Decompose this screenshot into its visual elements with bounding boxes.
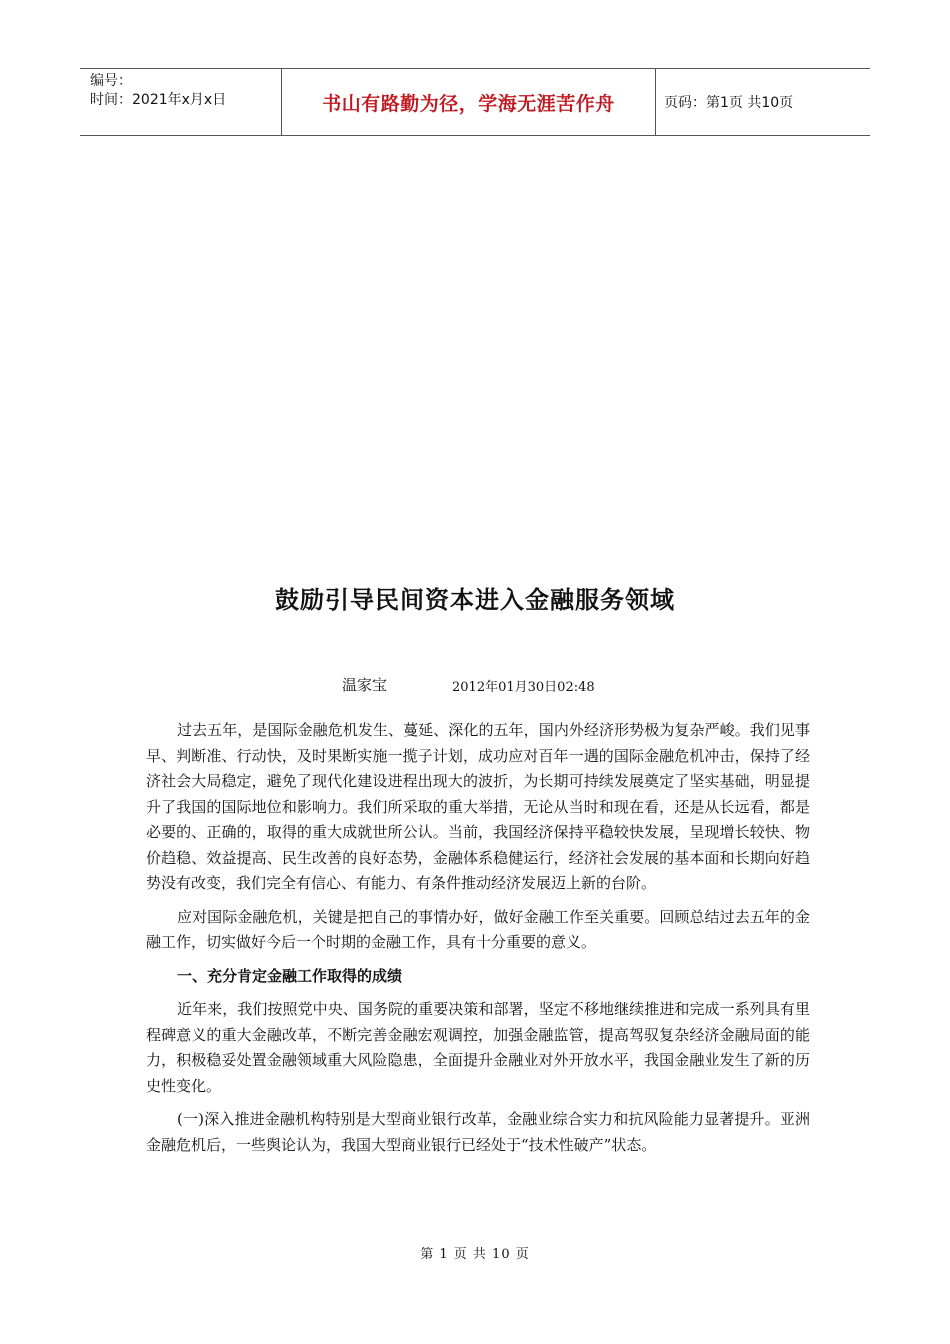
header-time: 时间：2021年x月x日 <box>90 92 227 108</box>
header-meta <box>80 69 282 135</box>
paragraph-1: 过去五年，是国际金融危机发生、蔓延、深化的五年，国内外经济形势极为复杂严峻。我们见事早、判断准、行动快，及时果断实施一揽子计划，成功应对百年一遇的国际金融危机冲击，保持了经济社会大局稳定，避免了现代化建设进程出现大的波折，为长期可持续发展奠定了坚实基础，明显提升了我国的国际地位和影响力。我们所采取的重大举措，无论从当时和现在看，还是从长远看，都是必要的、正确的，取得的重大成就世所公认。当前，我国经济保持平稳较快发展，呈现增长较快、物价趋稳、效益提高、民生改善的良好态势，金融体系稳健运行，经济社会发展的基本面和长期向好趋势没有改变，我们完全有信心、有能力、有条件推动经济发展迈上新的台阶。 <box>146 721 810 892</box>
page-footer: 第 1 页 共 10 页 <box>420 1247 530 1262</box>
author: 温家宝 <box>342 676 388 694</box>
page-header <box>80 68 870 136</box>
article-title: 鼓励引导民间资本进入金融服务领域 <box>275 586 675 614</box>
section-heading: 一、充分肯定金融工作取得的成绩 <box>177 966 403 985</box>
publish-date: 2012年01月30日02:48 <box>452 680 595 695</box>
paragraph-4: (一)深入推进金融机构特别是大型商业银行改革，金融业综合实力和抗风险能力显著提升。亚洲金融危机后，一些舆论认为，我国大型商业银行已经处于“技术性破产”状态。 <box>146 1110 810 1154</box>
header-motto: 书山有路勤为径，学海无涯苦作舟 <box>282 69 656 135</box>
header-number: 编号： <box>90 73 132 89</box>
paragraph-3: 近年来，我们按照党中央、国务院的重要决策和部署，坚定不移地继续推进和完成一系列具有里程碑意义的重大金融改革，不断完善金融宏观调控，加强金融监管，提高驾驭复杂经济金融局面的能力，积极稳妥处置金融领域重大风险隐患，全面提升金融业对外开放水平，我国金融业发生了新的历史性变化。 <box>146 1000 810 1095</box>
paragraph-2: 应对国际金融危机，关键是把自己的事情办好，做好金融工作至关重要。回顾总结过去五年的金融工作，切实做好今后一个时期的金融工作，具有十分重要的意义。 <box>146 907 810 951</box>
header-page-info: 页码：第1页 共10页 <box>664 95 794 111</box>
article-body <box>146 718 810 1158</box>
